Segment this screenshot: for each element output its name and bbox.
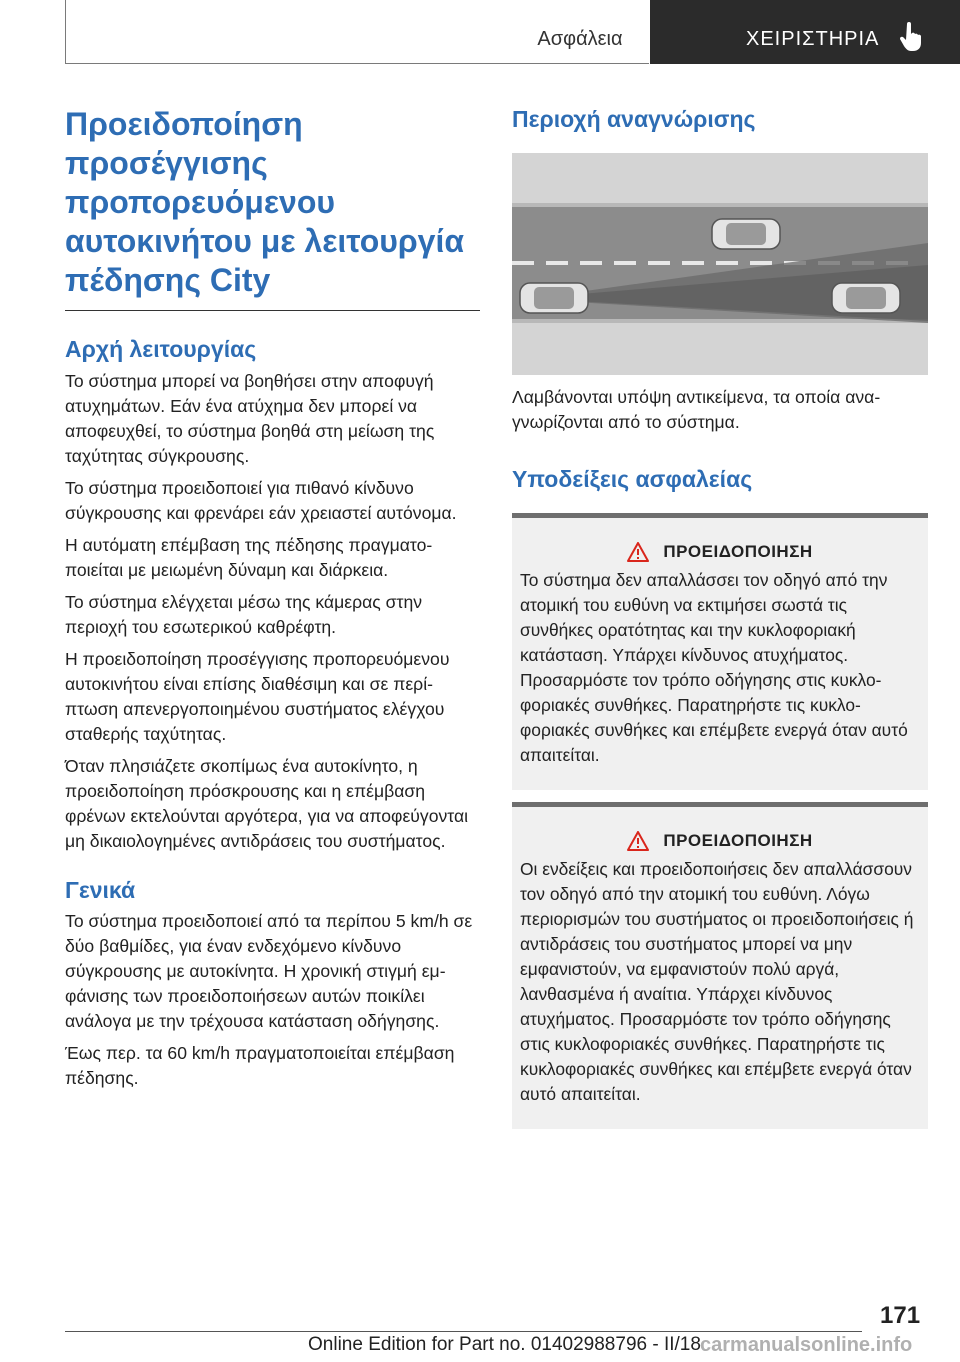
car-front-left <box>712 219 780 249</box>
right-column <box>512 105 928 1141</box>
section-principle <box>65 335 480 854</box>
warning-text: Οι ενδείξεις και προειδοποιήσεις δεν απαλλάσσουν τον οδηγό από την ατομική του ευθύνη. Λόγω περιορισμών του συστήματος οι προειδοποιήσεις ή αντιδράσεις του συστήματος μπορεί να μην εμφανιστούν, να εμφανιστούν πολύ αργά, λανθασμένα ή αναίτια. Υπάρχει κίνδυνος ατυχήματος. Προσαρμόστε τον τρόπο οδήγησης στις κυκλοφοριακές συνθήκες. Παρατηρήστε τις κυκλοφοριακές συνθήκες και επέμβετε ενεργά όταν αυτό απαιτείται. <box>520 859 914 1104</box>
paragraph: Η προειδοποίηση προσέγγισης προπορευόμενου αυτοκινήτου είναι επίσης διαθέσιμη και σε περίπτωση απενεργοποιημένου συστήματος ελέγχου σταθερής ταχύτητας. <box>65 649 450 744</box>
pointing-hand-icon <box>898 22 924 52</box>
left-column <box>65 105 480 1098</box>
section-principle-heading: Αρχή λειτουργίας <box>65 336 257 362</box>
page-number: 171 <box>880 1302 921 1329</box>
paragraph: Το σύστημα ελέγχεται μέσω της κάμερας στην περιοχή του εσωτερικού καθρέφτη. <box>65 592 423 637</box>
figure-caption: Λαμβάνονται υπόψη αντικείμενα, τα οποία αναγνωρίζονται από το σύστημα. <box>512 387 881 432</box>
header-chapter-tab[interactable] <box>650 0 960 64</box>
warning-triangle-icon <box>627 542 649 562</box>
paragraph: Το σύστημα προειδοποιεί από τα περίπου 5 km/h σε δύο βαθμίδες, για έναν ενδεχόμενο κίνδυνο σύγκρουσης με αυτοκίνητα. Η χρονική στιγμή εμφάνισης των προειδοποιήσεων αυτών ποικίλει ανάλογα με την τρέχουσα κατάσταση οδήγησης. <box>65 911 473 1031</box>
warning-title: ΠΡΟΕΙΔΟΠΟΙΗΣΗ <box>663 542 813 561</box>
warning-box <box>512 513 928 790</box>
footer-edition: Online Edition for Part no. 01402988796 - II/18 <box>308 1334 701 1355</box>
warning-box <box>512 802 928 1129</box>
page-title: Προειδοποίηση προσέγγισης προπορευόμενου αυτοκινήτου με λειτουργία πέδησης City <box>65 105 480 311</box>
section-general <box>65 876 480 1091</box>
detection-area-heading: Περιοχή αναγνώρισης <box>512 106 756 132</box>
warning-header <box>520 542 920 562</box>
header-rule-horizontal <box>65 63 649 64</box>
footer-rule <box>65 1331 862 1332</box>
car-ego <box>520 283 588 313</box>
header-rule-vertical <box>65 0 66 64</box>
section-safety <box>512 465 928 1129</box>
section-general-heading: Γενικά <box>65 877 136 903</box>
header-chapter-label: ΧΕΙΡΙΣΤΗΡΙΑ <box>746 28 880 50</box>
paragraph: Όταν πλησιάζετε σκοπίμως ένα αυτοκίνητο, η προειδοποίηση πρόσκρουσης και η επέμβαση φρένων εκτελούνται αργότερα, για να αποφεύγονται μη δικαιολογημένες αντιδράσεις του συστήματος. <box>65 756 469 851</box>
warning-triangle-icon <box>627 831 649 851</box>
header-section-label: Ασφάλεια <box>537 28 623 50</box>
paragraph: Το σύστημα μπορεί να βοηθήσει στην αποφυγή ατυχημάτων. Εάν ένα ατύχημα δεν μπορεί να αποφευχθεί, το σύστημα βοηθά στη μείωση της ταχύτητας σύγκρουσης. <box>65 371 435 466</box>
car-ahead <box>832 283 900 313</box>
warning-header <box>520 831 920 851</box>
paragraph: Το σύστημα προειδοποιεί για πιθανό κίνδυνο σύγκρουσης και φρενάρει εάν χρειαστεί αυτόνομα. <box>65 478 457 523</box>
warning-title: ΠΡΟΕΙΔΟΠΟΙΗΣΗ <box>663 831 813 850</box>
detection-area-illustration <box>512 153 928 375</box>
paragraph: Έως περ. τα 60 km/h πραγματοποιείται επέμβαση πέδησης. <box>65 1043 455 1088</box>
safety-heading: Υποδείξεις ασφαλείας <box>512 466 753 492</box>
watermark: carmanualsonline.info <box>700 1334 913 1356</box>
detection-area-figure <box>512 153 928 375</box>
paragraph: Η αυτόματη επέμβαση της πέδησης πραγματοποιείται με μειωμένη δύναμη και διάρκεια. <box>65 535 433 580</box>
warning-text: Το σύστημα δεν απαλλάσσει τον οδηγό από την ατομική του ευθύνη να εκτιμήσει σωστά τις συνθήκες ορατότητας και την κυκλοφοριακή κατάσταση. Υπάρχει κίνδυνος ατυχήματος. Προσαρμόστε τον τρόπο οδήγησης στις κυκλοφοριακές συνθήκες. Παρατηρήστε τις κυκλοφοριακές συνθήκες και επέμβετε ενεργά όταν αυτό απαιτείται. <box>520 570 908 765</box>
